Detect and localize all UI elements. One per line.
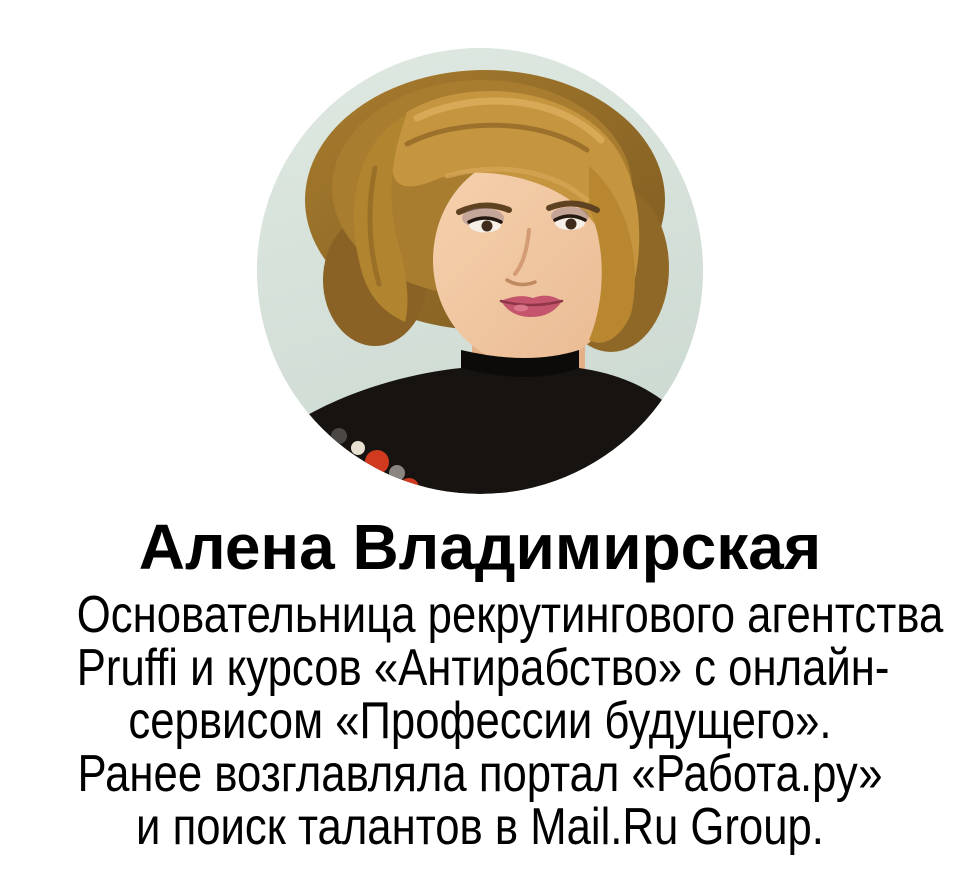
bio-line: Pruffi и курсов «Антирабство» с онлайн- — [76, 639, 890, 697]
collar-pattern-right — [589, 462, 697, 494]
bio-line: Ранее возглавляла портал «Работа.ру» — [77, 745, 883, 803]
avatar — [257, 48, 703, 494]
bio-line: сервисом «Профессии будущего». — [128, 692, 832, 750]
person-name: Алена Владимирская — [138, 511, 822, 583]
bio-line: Основательница рекрутингового агентства — [76, 586, 944, 644]
portrait-photo-icon — [257, 48, 703, 494]
person-bio — [76, 586, 944, 856]
bio-line: и поиск талантов в Mail.Ru Group. — [136, 798, 824, 856]
